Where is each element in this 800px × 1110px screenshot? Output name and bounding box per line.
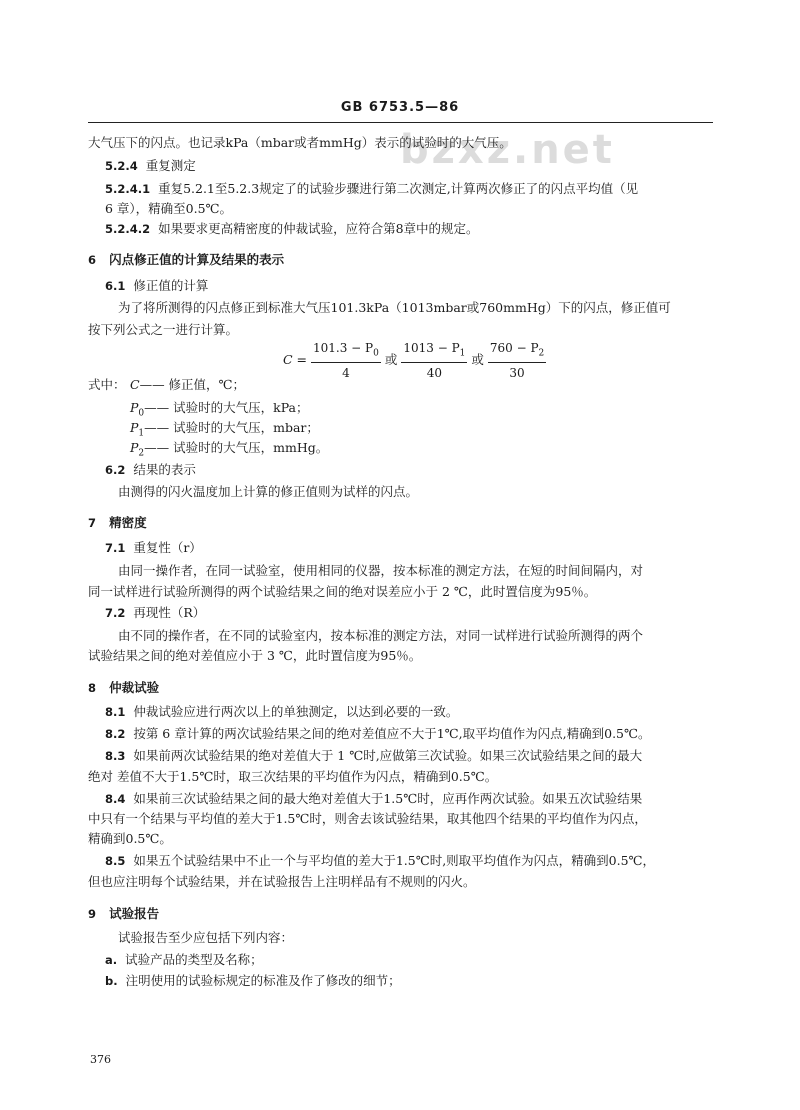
fraction-denominator: 40 <box>426 366 442 381</box>
fraction-numerator: 760 − P <box>489 341 539 355</box>
formula-fraction-mbar <box>401 340 467 381</box>
fraction-denominator: 4 <box>342 366 350 381</box>
list-marker: a. <box>105 953 118 967</box>
subsection-7-2-heading <box>105 605 205 621</box>
paragraph-line <box>88 322 238 338</box>
subsection-6-1-heading <box>105 278 208 294</box>
legend-item-c <box>130 377 245 399</box>
section-6-heading <box>88 252 284 268</box>
clause-title: 修正值的计算 <box>133 278 209 293</box>
line-text: 为了将所测得的闪点修正到标准大气压101.3kPa（1013mbar或760mmHg）下的闪点，修正值可 <box>118 300 671 315</box>
or-word: 或 <box>384 352 398 368</box>
paragraph-line <box>118 484 418 500</box>
clause-number: 8.4 <box>105 792 126 806</box>
section-title: 精密度 <box>109 515 147 530</box>
legend-symbol: P <box>130 400 139 415</box>
line-text: 6 章），精确至0.5℃。 <box>105 201 233 216</box>
line-text: 同一试样进行试验所测得的两个试验结果之间的绝对误差应小于 2 ℃，此时置信度为95％。 <box>88 584 597 599</box>
line-text: 由不同的操作者，在不同的试验室内，按本标准的测定方法，对同一试样进行试验所测得的两个 <box>118 628 644 643</box>
formula-fraction-mmhg <box>488 340 546 381</box>
section-title: 仲裁试验 <box>109 680 160 695</box>
fraction-subscript: 0 <box>373 348 379 359</box>
section-number: 8 <box>88 681 97 695</box>
legend-subscript: 2 <box>138 448 145 459</box>
line-text: 但也应注明每个试验结果，并在试验报告上注明样品有不规则的闪火。 <box>88 874 476 889</box>
clause-number: 7.2 <box>105 606 126 620</box>
list-item-a <box>105 952 263 968</box>
clause-8-1 <box>105 704 458 720</box>
subsection-6-2-heading <box>105 462 196 478</box>
clause-number: 8.1 <box>105 705 126 719</box>
fraction-subscript: 1 <box>459 348 466 359</box>
list-text: 试验产品的类型及名称； <box>125 952 263 967</box>
paragraph-line <box>88 135 512 151</box>
paragraph-line <box>118 563 643 579</box>
section-9-heading <box>88 906 159 922</box>
paragraph-line <box>118 930 293 946</box>
line-text: 精确到0.5℃。 <box>88 831 172 846</box>
line-text: 大气压下的闪点。也记录kPa（mbar或者mmHg）表示的试验时的大气压。 <box>88 135 512 150</box>
clause-text: 重复5.2.1至5.2.3规定了的试验步骤进行第二次测定,计算两次修正了的闪点平均值（见 <box>158 181 639 196</box>
clause-8-3 <box>105 748 642 764</box>
clause-5-2-4-2 <box>105 221 479 237</box>
clause-text: 如果前两次试验结果的绝对差值大于 1 ℃时,应做第三次试验。如果三次试验结果之间的最大 <box>133 748 643 763</box>
line-text: 按下列公式之一进行计算。 <box>88 322 239 337</box>
standard-code-header: GB 6753.5—86 <box>340 100 460 115</box>
clause-8-4 <box>105 791 642 807</box>
section-title: 闪点修正值的计算及结果的表示 <box>109 252 285 267</box>
clause-number: 6.2 <box>105 463 126 477</box>
legend-text: —— 试验时的大气压，kPa； <box>144 400 309 415</box>
line-text: 式中： <box>88 377 126 392</box>
clause-number: 5.2.4.1 <box>105 182 151 196</box>
legend-item-p2 <box>130 440 328 462</box>
list-marker: b. <box>105 974 118 988</box>
list-item-b <box>105 973 401 989</box>
line-text: 由测得的闪火温度加上计算的修正值则为试样的闪点。 <box>118 484 419 499</box>
clause-text: 仲裁试验应进行两次以上的单独测定，以达到必要的一致。 <box>133 704 459 719</box>
subsection-5-2-4-heading <box>105 158 196 174</box>
paragraph-line <box>88 584 596 600</box>
legend-text: —— 试验时的大气压，mbar； <box>144 420 319 435</box>
legend-item-p1 <box>130 420 319 442</box>
clause-number: 7.1 <box>105 541 126 555</box>
line-text: 由同一操作者，在同一试验室，使用相同的仪器，按本标准的测定方法，在短的时间间隔内，对 <box>118 563 644 578</box>
fraction-denominator: 30 <box>509 366 525 381</box>
paragraph-line <box>105 201 232 217</box>
or-word: 或 <box>471 352 484 368</box>
paragraph-line <box>88 831 172 847</box>
clause-title: 重复性（r） <box>133 540 202 555</box>
legend-text: —— 试验时的大气压，mmHg。 <box>144 440 329 455</box>
clause-number: 8.5 <box>105 854 126 868</box>
clause-5-2-4-1 <box>105 181 638 197</box>
section-number: 7 <box>88 516 97 530</box>
fraction-numerator: 101.3 − P <box>313 341 374 355</box>
legend-intro <box>88 377 126 393</box>
paragraph-line <box>118 300 671 316</box>
line-text: 试验报告至少应包括下列内容： <box>118 930 294 945</box>
section-title: 试验报告 <box>109 906 160 921</box>
clause-8-5 <box>105 853 655 869</box>
clause-number: 5.2.4.2 <box>105 222 151 236</box>
paragraph-line <box>88 769 497 785</box>
formula-lhs: C = <box>283 352 308 368</box>
paragraph-line <box>88 874 476 890</box>
legend-subscript: 0 <box>138 408 145 419</box>
clause-number: 6.1 <box>105 279 126 293</box>
subsection-7-1-heading <box>105 540 202 556</box>
section-8-heading <box>88 680 159 696</box>
fraction-subscript: 2 <box>538 348 545 359</box>
clause-number: 8.2 <box>105 727 126 741</box>
section-number: 6 <box>88 253 97 267</box>
correction-formula <box>283 340 546 381</box>
fraction-numerator: 1013 − P <box>403 341 460 355</box>
paragraph-line <box>88 811 647 827</box>
formula-fraction-kpa <box>311 340 381 381</box>
legend-symbol: C <box>130 377 140 392</box>
legend-symbol: P <box>130 420 139 435</box>
paragraph-line <box>118 628 643 644</box>
clause-text: 如果要求更高精密度的仲裁试验，应符合第8章中的规定。 <box>158 221 479 236</box>
clause-text: 如果五个试验结果中不止一个与平均值的差大于1.5℃时,则取平均值作为闪点，精确到0.5℃， <box>133 853 656 868</box>
watermark: bzxz.net <box>400 127 615 173</box>
clause-title: 重复测定 <box>145 158 196 173</box>
legend-text: —— 修正值，℃； <box>139 377 246 392</box>
header-rule <box>88 122 713 123</box>
clause-number: 5.2.4 <box>105 159 138 173</box>
clause-title: 结果的表示 <box>133 462 196 477</box>
clause-number: 8.3 <box>105 749 126 763</box>
section-number: 9 <box>88 907 97 921</box>
paragraph-line <box>88 648 421 664</box>
line-text: 中只有一个结果与平均值的差大于1.5℃时，则舍去该试验结果，取其他四个结果的平均值作为闪点， <box>88 811 647 826</box>
list-text: 注明使用的试验标规定的标准及作了修改的细节； <box>125 973 401 988</box>
clause-title: 再现性（R） <box>133 605 206 620</box>
legend-symbol: P <box>130 440 139 455</box>
clause-text: 如果前三次试验结果之间的最大绝对差值大于1.5℃时，应再作两次试验。如果五次试验结果 <box>133 791 643 806</box>
line-text: 绝对 差值不大于1.5℃时，取三次结果的平均值作为闪点，精确到0.5℃。 <box>88 769 498 784</box>
section-7-heading <box>88 515 147 531</box>
legend-subscript: 1 <box>138 428 145 439</box>
legend-item-p0 <box>130 400 309 422</box>
page-number: 376 <box>90 1053 111 1066</box>
clause-text: 按第 6 章计算的两次试验结果之间的绝对差值应不大于1℃,取平均值作为闪点,精确到0.5℃。 <box>133 726 651 741</box>
line-text: 试验结果之间的绝对差值应小于 3 ℃，此时置信度为95％。 <box>88 648 422 663</box>
clause-8-2 <box>105 726 650 742</box>
